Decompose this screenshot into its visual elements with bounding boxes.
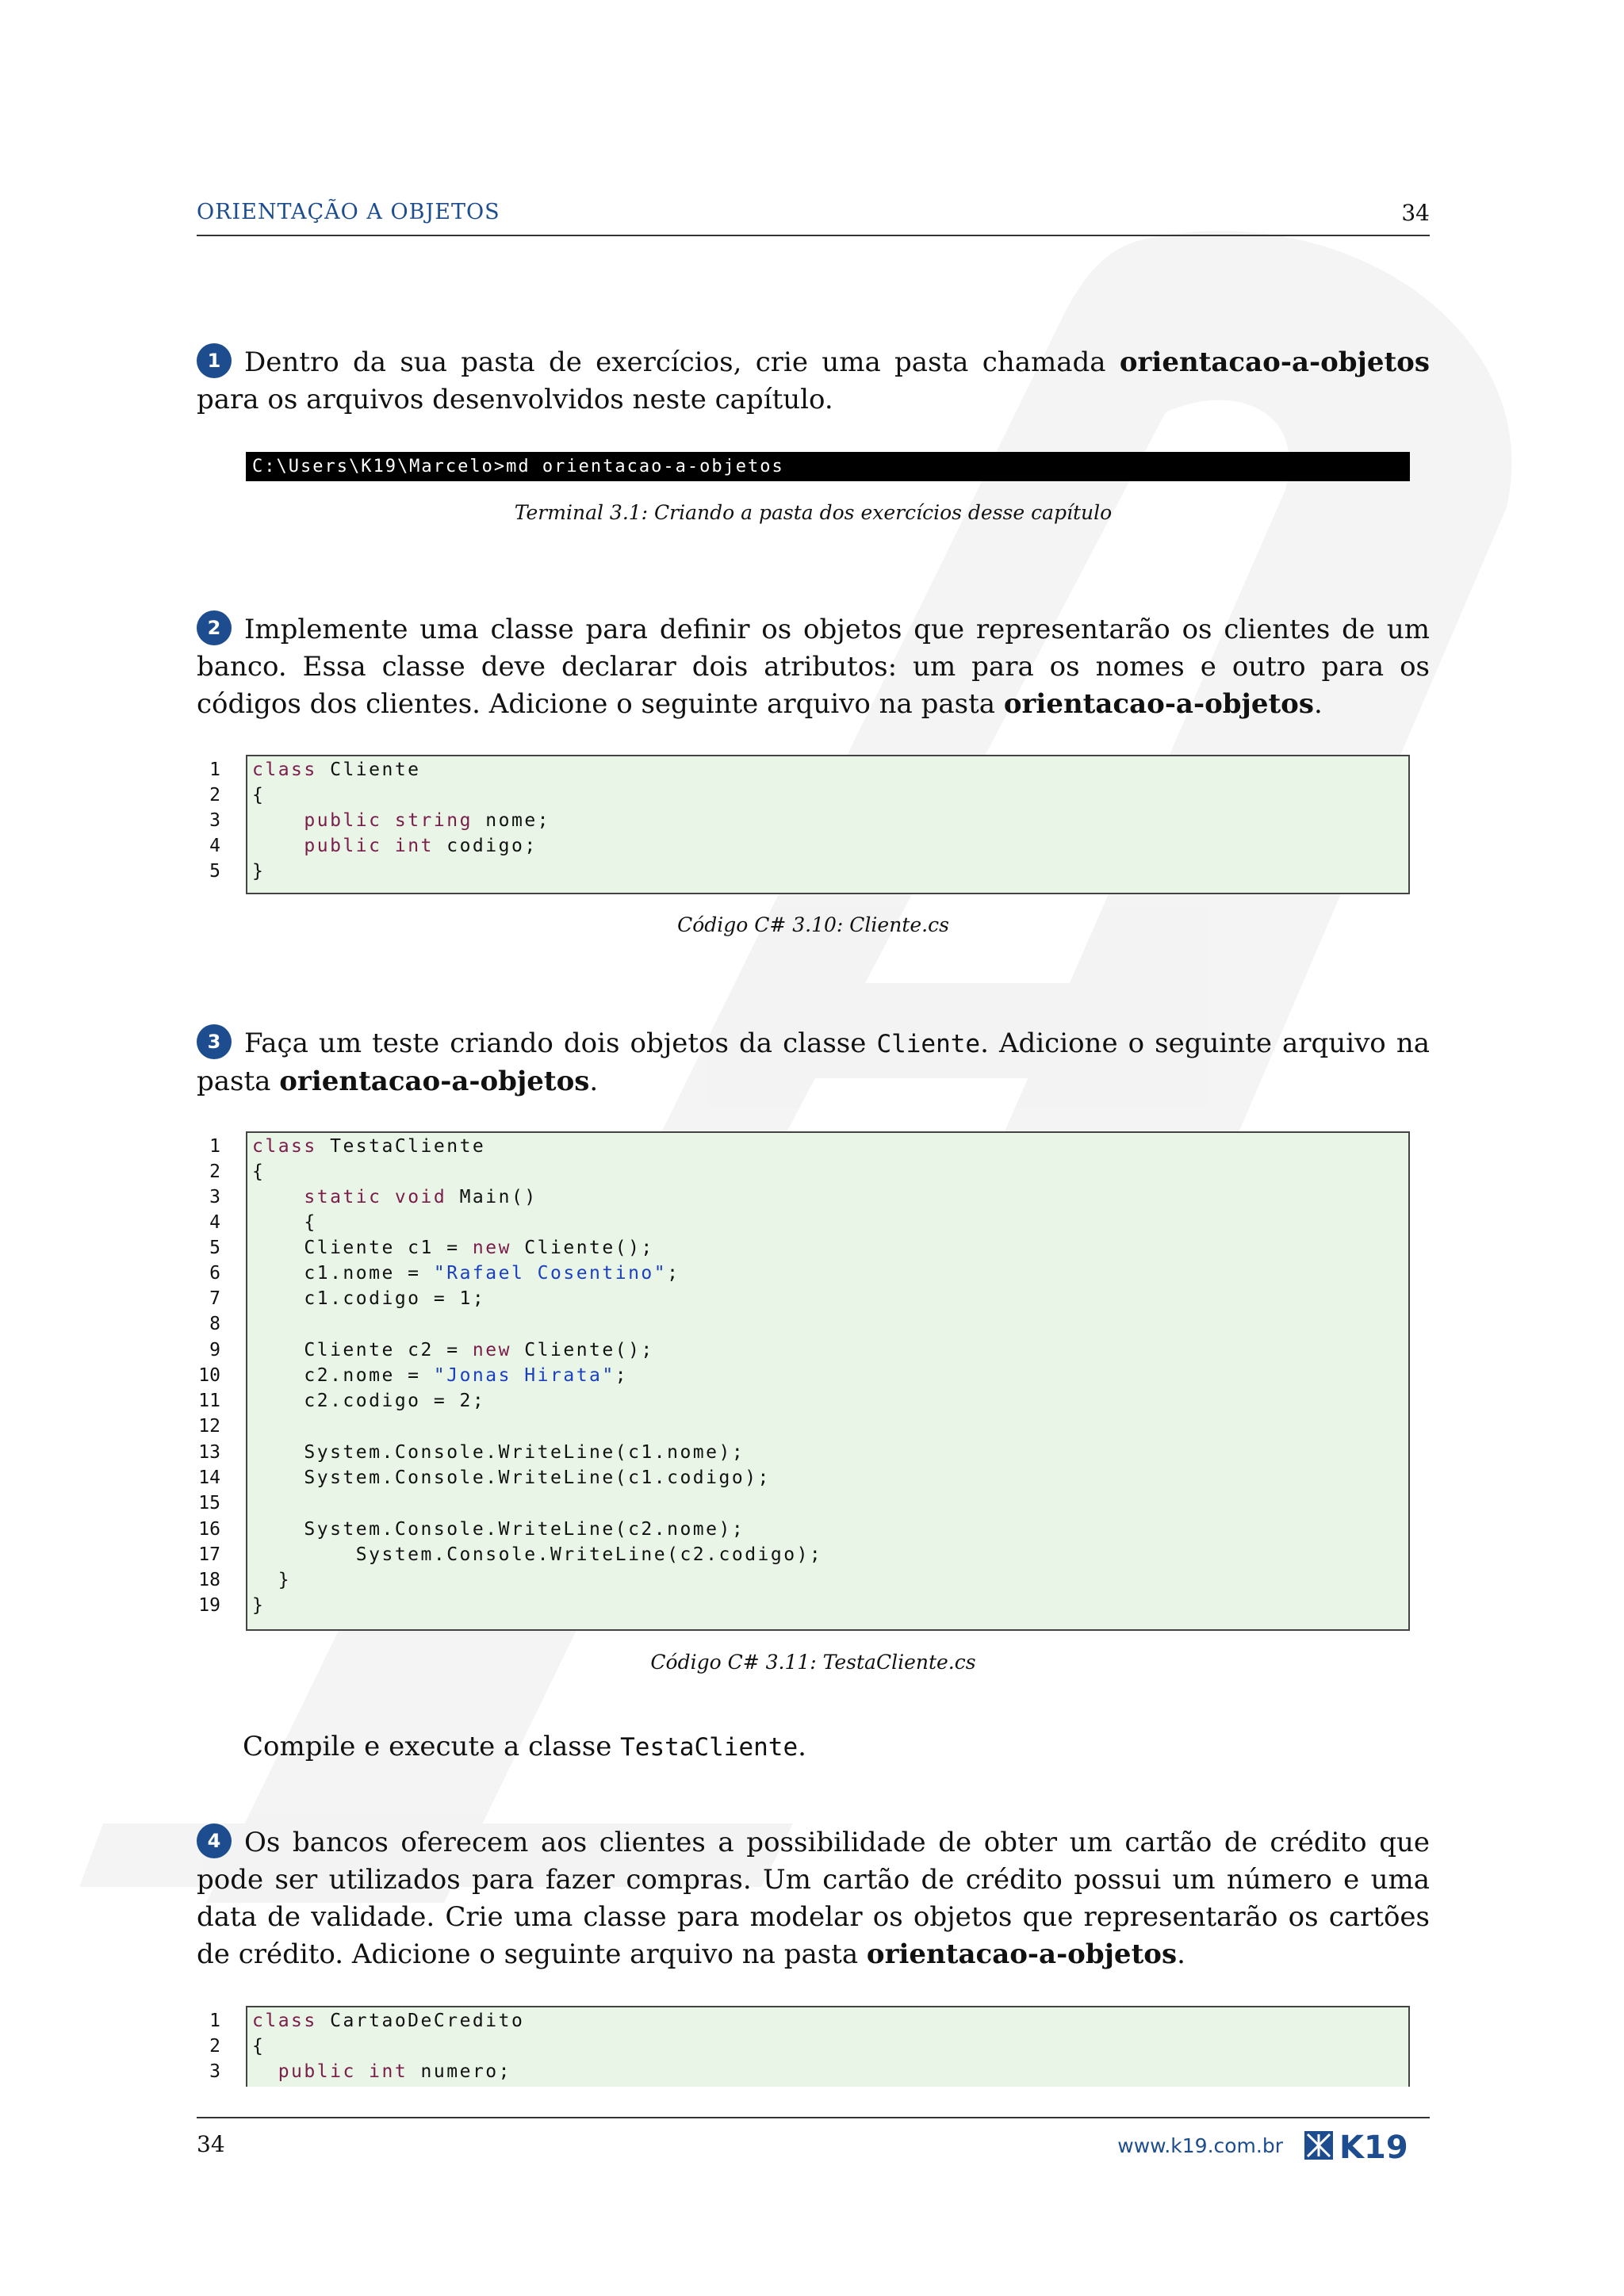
line-number: 16 (198, 1519, 220, 1540)
exercise-text: Faça um teste criando dois objetos da classe (244, 1027, 877, 1059)
exercise-text: . (1177, 1938, 1185, 1970)
line-number: 4 (209, 836, 220, 856)
line-number: 2 (209, 1161, 220, 1182)
header-page-number: 34 (1401, 200, 1430, 226)
compile-instruction (243, 1728, 1432, 1766)
line-number: 5 (209, 1238, 220, 1258)
folder-name: orientacao-a-objetos (279, 1066, 590, 1097)
page-footer (197, 2117, 1430, 2166)
line-number: 9 (209, 1340, 220, 1360)
line-number: 4 (209, 1212, 220, 1233)
code-line: public string nome; (304, 810, 551, 831)
line-number: 14 (198, 1468, 220, 1488)
code-line: Cliente c1 = new Cliente(); (252, 1238, 654, 1258)
exercise-number-badge: 4 (197, 1823, 232, 1858)
exercise-text: Implemente uma classe para definir os objetos que representarão os clientes de um banco. Essa classe deve declarar dois atributos: um para os nomes e outro para os códigos dos clientes. Adicione o seguinte arquivo na pasta (197, 614, 1430, 720)
line-number: 2 (209, 785, 220, 806)
compile-text: Compile e execute a classe (243, 1731, 621, 1762)
line-number: 2 (209, 2036, 220, 2057)
line-number: 15 (198, 1493, 220, 1513)
code-caption: Código C# 3.10: Cliente.cs (677, 913, 949, 936)
code-caption: Código C# 3.11: TestaCliente.cs (650, 1651, 976, 1674)
compile-text: . (798, 1731, 806, 1762)
code-line: System.Console.WriteLine(c2.codigo); (252, 1544, 823, 1565)
code-line: System.Console.WriteLine(c2.nome); (252, 1519, 745, 1540)
line-number: 19 (198, 1595, 220, 1616)
exercise-4 (197, 1824, 1430, 1973)
class-name: TestaCliente (620, 1733, 799, 1762)
code-line: public int codigo; (304, 836, 538, 856)
footer-page-number: 34 (197, 2131, 225, 2157)
code-line: c2.nome = "Jonas Hirata"; (252, 1365, 629, 1386)
line-number: 17 (198, 1544, 220, 1565)
page-header (197, 195, 1430, 236)
exercise-text: . (589, 1066, 599, 1097)
code-line: public int numero; (278, 2061, 511, 2082)
code-line: c2.codigo = 2; (252, 1391, 486, 1411)
exercise-text: Os bancos oferecem aos clientes a possibilidade de obter um cartão de crédito que pode ser utilizados para fazer compras. Um cartão de crédito possui um número e uma data de validade. Crie uma classe para modelar os objetos que representarão os cartões de crédito. Adicione o seguinte arquivo na pasta (197, 1827, 1430, 1970)
exercise-text: . Adicione o seguinte arquivo na pasta (197, 1027, 1431, 1097)
line-number: 18 (198, 1570, 220, 1590)
code-line: Cliente c2 = new Cliente(); (252, 1340, 654, 1360)
code-line: { (252, 2036, 266, 2057)
line-number: 7 (209, 1288, 220, 1309)
code-line: { (252, 1212, 317, 1233)
code-line: System.Console.WriteLine(c1.codigo); (252, 1468, 771, 1488)
line-number: 6 (209, 1263, 220, 1284)
terminal-block: C:\Users\K19\Marcelo>md orientacao-a-objetos (246, 452, 1410, 481)
code-line: class TestaCliente (252, 1136, 486, 1157)
code-line: System.Console.WriteLine(c1.nome); (252, 1442, 745, 1463)
class-name: Cliente (876, 1030, 981, 1058)
chapter-title: ORIENTAÇÃO A OBJETOS (197, 200, 500, 224)
exercise-2 (197, 611, 1430, 723)
line-number: 5 (209, 861, 220, 882)
code-line: class CartaoDeCredito (252, 2011, 525, 2031)
code-line: static void Main() (304, 1187, 538, 1207)
code-line: c1.nome = "Rafael Cosentino"; (252, 1263, 680, 1284)
footer-url-link[interactable]: www.k19.com.br (1117, 2134, 1283, 2157)
exercise-3 (197, 1025, 1430, 1100)
line-number: 1 (209, 760, 220, 780)
exercise-number-badge: 2 (197, 610, 232, 645)
code-line: } (252, 1570, 292, 1590)
line-number: 12 (198, 1416, 220, 1437)
line-number: 1 (209, 2011, 220, 2031)
exercise-text: Dentro da sua pasta de exercícios, crie uma pasta chamada (244, 346, 1120, 378)
line-number: 10 (198, 1365, 220, 1386)
line-number: 3 (209, 2061, 220, 2082)
exercise-text: . (1313, 688, 1323, 720)
line-number: 3 (209, 1187, 220, 1207)
terminal-caption: Terminal 3.1: Criando a pasta dos exercícios desse capítulo (514, 501, 1113, 524)
line-number: 1 (209, 1136, 220, 1157)
code-line: { (252, 785, 266, 806)
exercise-number-badge: 1 (197, 343, 232, 378)
code-line: class Cliente (252, 760, 421, 780)
svg-text:K19: K19 (1339, 2130, 1408, 2164)
k19-logo-icon (1303, 2126, 1430, 2164)
exercise-number-badge: 3 (197, 1024, 232, 1059)
exercise-text: para os arquivos desenvolvidos neste capítulo. (197, 384, 833, 415)
code-line: { (252, 1161, 266, 1182)
line-number: 8 (209, 1314, 220, 1334)
line-number: 11 (198, 1391, 220, 1411)
folder-name: orientacao-a-objetos (866, 1938, 1178, 1970)
folder-name: orientacao-a-objetos (1119, 346, 1430, 378)
folder-name: orientacao-a-objetos (1003, 688, 1314, 720)
code-line: c1.codigo = 1; (252, 1288, 486, 1309)
code-line: } (252, 861, 266, 882)
line-number: 3 (209, 810, 220, 831)
exercise-1 (197, 344, 1430, 419)
code-line: } (252, 1595, 266, 1616)
line-number: 13 (198, 1442, 220, 1463)
